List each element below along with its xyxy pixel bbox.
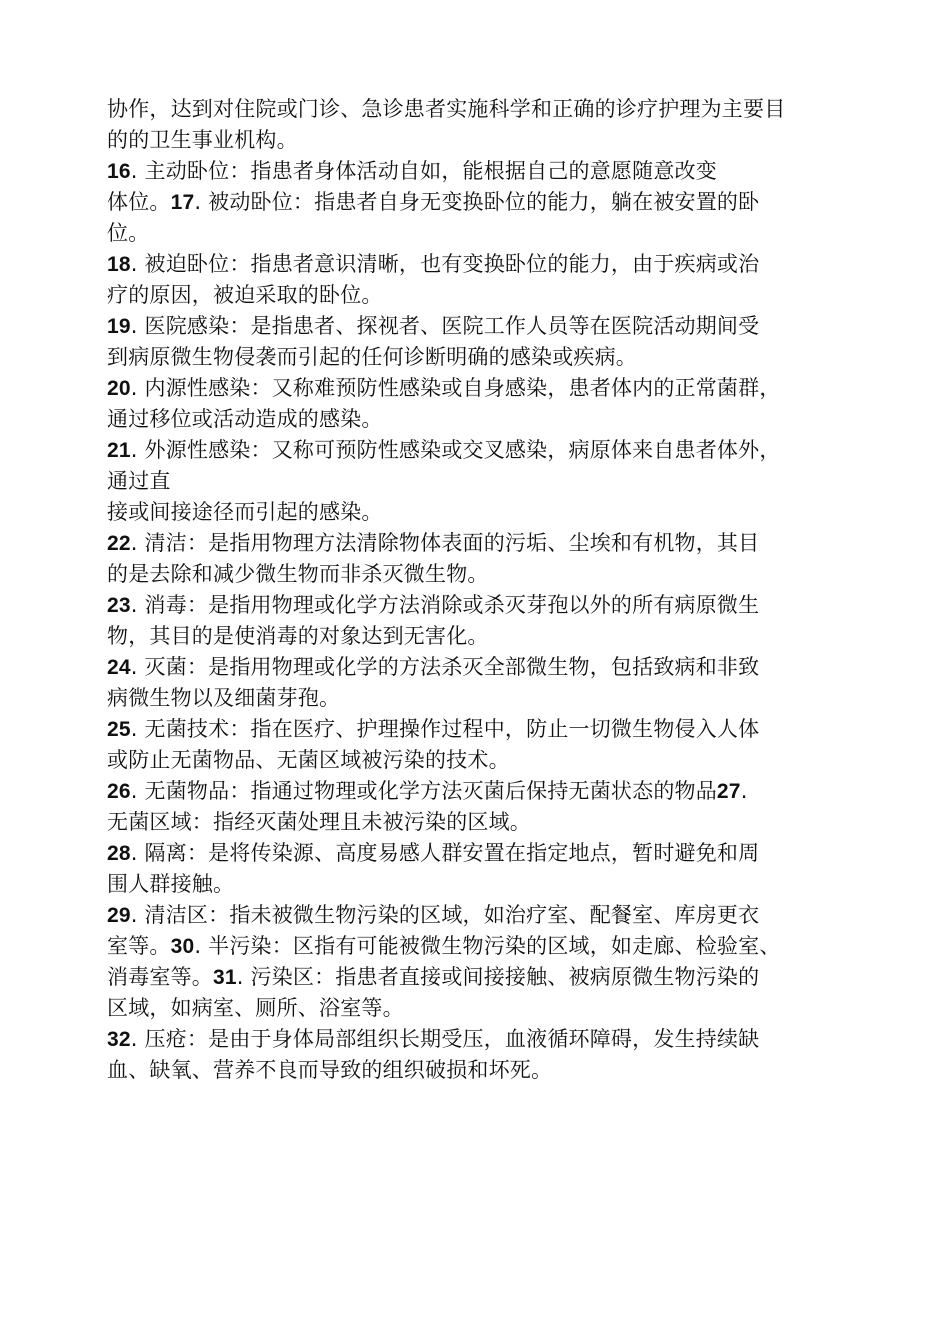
text-line <box>107 1024 867 1055</box>
term-number: 20 <box>107 377 131 400</box>
text-segment: 的是去除和减少微生物而非杀灭微生物。 <box>107 562 489 586</box>
term-number: 19 <box>107 315 131 338</box>
text-segment: 位。 <box>107 221 150 245</box>
text-line <box>107 497 867 528</box>
term-number: 32 <box>107 1028 131 1051</box>
term-number: 27 <box>716 780 741 803</box>
term-number: 29 <box>107 904 131 927</box>
text-segment: 血、缺氧、营养不良而导致的组织破损和坏死。 <box>107 1058 553 1082</box>
text-segment: 病微生物以及细菌芽孢。 <box>107 686 341 710</box>
text-line <box>107 714 867 745</box>
text-segment: 接或间接途径而引起的感染。 <box>107 500 383 524</box>
text-segment: . 内源性感染：又称难预防性感染或自身感染，患者体内的正常菌群， <box>130 376 781 400</box>
term-number: 17 <box>170 191 195 214</box>
text-line <box>107 249 867 280</box>
text-line <box>107 962 867 993</box>
text-segment: 消毒室等。 <box>107 965 213 989</box>
term-number: 28 <box>107 842 131 865</box>
text-line <box>107 590 867 621</box>
term-number: 25 <box>107 718 131 741</box>
text-segment: . 清洁区：指未被微生物污染的区域，如治疗室、配餐室、库房更衣 <box>130 903 760 927</box>
text-segment: . 消毒：是指用物理或化学方法消除或杀灭芽孢以外的所有病原微生 <box>130 593 760 617</box>
text-segment: 的的卫生事业机构。 <box>107 128 298 152</box>
text-segment: 通过移位或活动造成的感染。 <box>107 407 383 431</box>
term-number: 23 <box>107 594 131 617</box>
text-segment: 或防止无菌物品、无菌区域被污染的技术。 <box>107 748 510 772</box>
text-segment: . 半污染：区指有可能被微生物污染的区域，如走廊、检验室、 <box>194 934 781 958</box>
text-segment: 协作，达到对住院或门诊、急诊患者实施科学和正确的诊疗护理为主要目 <box>107 97 786 121</box>
text-segment: . 无菌物品：指通过物理或化学方法灭菌后保持无菌状态的物品 <box>130 779 717 803</box>
text-segment: . 隔离：是将传染源、高度易感人群安置在指定地点，暂时避免和周 <box>130 841 760 865</box>
text-line <box>107 900 867 931</box>
text-line <box>107 652 867 683</box>
text-segment: 疗的原因，被迫采取的卧位。 <box>107 283 383 307</box>
text-segment: . <box>740 779 748 803</box>
document-page <box>107 94 867 1086</box>
text-segment: 到病原微生物侵袭而引起的任何诊断明确的感染或疾病。 <box>107 345 637 369</box>
text-segment: . 灭菌：是指用物理或化学的方法杀灭全部微生物，包括致病和非致 <box>130 655 760 679</box>
text-segment: . 被动卧位：指患者自身无变换卧位的能力，躺在被安置的卧 <box>194 190 760 214</box>
text-line <box>107 528 867 559</box>
text-line <box>107 311 867 342</box>
text-line <box>107 993 867 1024</box>
text-segment: 区域，如病室、厕所、浴室等。 <box>107 996 404 1020</box>
term-number: 26 <box>107 780 131 803</box>
text-segment: . 无菌技术：指在医疗、护理操作过程中，防止一切微生物侵入人体 <box>130 717 760 741</box>
term-number: 16 <box>107 160 131 183</box>
text-segment: . 主动卧位：指患者身体活动自如，能根据自己的意愿随意改变 <box>130 159 717 183</box>
term-number: 30 <box>170 935 195 958</box>
text-line <box>107 466 867 497</box>
text-line <box>107 745 867 776</box>
text-segment: . 清洁：是指用物理方法清除物体表面的污垢、尘埃和有机物，其目 <box>130 531 760 555</box>
text-line <box>107 435 867 466</box>
text-segment: 通过直 <box>107 469 171 493</box>
text-line <box>107 156 867 187</box>
text-segment: . 被迫卧位：指患者意识清晰，也有变换卧位的能力，由于疾病或治 <box>130 252 760 276</box>
term-number: 18 <box>107 253 131 276</box>
text-line <box>107 404 867 435</box>
text-line <box>107 559 867 590</box>
text-line <box>107 807 867 838</box>
text-line <box>107 1055 867 1086</box>
term-number: 21 <box>107 439 131 462</box>
text-segment: 围人群接触。 <box>107 872 235 896</box>
text-segment: . 外源性感染：又称可预防性感染或交叉感染，病原体来自患者体外， <box>130 438 781 462</box>
text-line <box>107 218 867 249</box>
term-number: 31 <box>213 966 237 989</box>
text-segment: 无菌区域：指经灭菌处理且未被污染的区域。 <box>107 810 531 834</box>
text-line <box>107 342 867 373</box>
text-line <box>107 125 867 156</box>
text-segment: . 污染区：指患者直接或间接接触、被病原微生物污染的 <box>236 965 760 989</box>
text-line <box>107 776 867 807</box>
text-segment: 体位。 <box>107 190 171 214</box>
text-line <box>107 280 867 311</box>
term-number: 24 <box>107 656 131 679</box>
text-segment: 物，其目的是使消毒的对象达到无害化。 <box>107 624 489 648</box>
text-line <box>107 621 867 652</box>
text-segment: 室等。 <box>107 934 171 958</box>
text-line <box>107 187 867 218</box>
text-segment: . 压疮：是由于身体局部组织长期受压，血液循环障碍，发生持续缺 <box>130 1027 760 1051</box>
text-line <box>107 869 867 900</box>
text-line <box>107 373 867 404</box>
text-line <box>107 931 867 962</box>
text-segment: . 医院感染：是指患者、探视者、医院工作人员等在医院活动期间受 <box>130 314 760 338</box>
text-line <box>107 683 867 714</box>
term-number: 22 <box>107 532 131 555</box>
text-line <box>107 838 867 869</box>
text-line <box>107 94 867 125</box>
